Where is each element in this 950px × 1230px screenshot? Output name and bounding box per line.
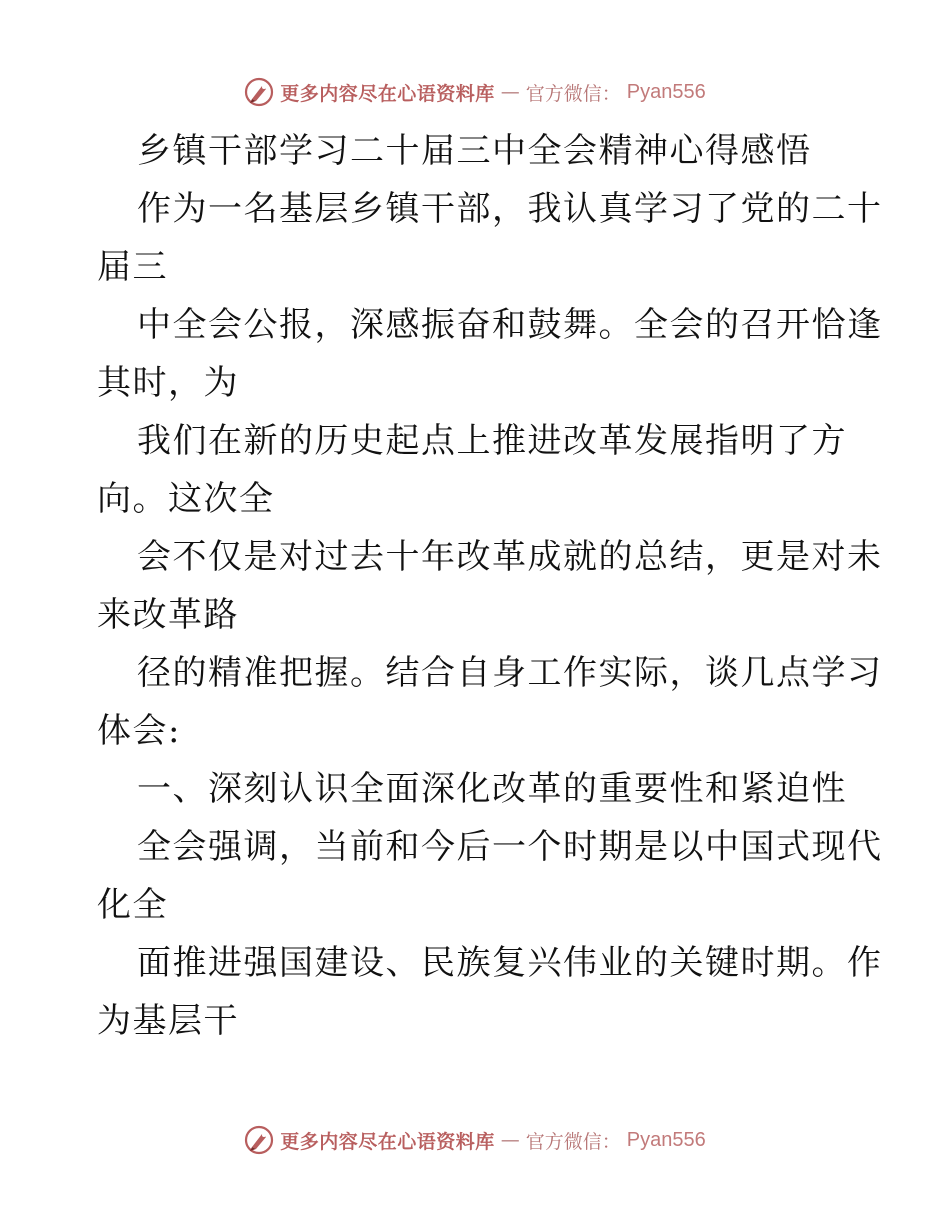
paragraph-line: 向。这次全 — [97, 479, 275, 519]
paragraph-line: 中全会公报，深感振奋和鼓舞。全会的召开恰逢 — [137, 305, 883, 345]
section-heading: 一、深刻认识全面深化改革的重要性和紧迫性 — [137, 769, 847, 809]
header-wechat-id: Pyan556 — [626, 80, 706, 103]
paragraph-line: 其时，为 — [97, 363, 239, 403]
paragraph-line: 化全 — [97, 885, 168, 925]
paragraph-line: 径的精准把握。结合自身工作实际，谈几点学习 — [137, 653, 883, 693]
footer-separator: — — [500, 1129, 520, 1151]
header-banner — [0, 72, 950, 112]
pen-logo-icon — [244, 77, 274, 107]
header-promo-text: 更多内容尽在心语资料库 — [280, 82, 495, 105]
footer-banner — [0, 1120, 950, 1160]
footer-promo-text: 更多内容尽在心语资料库 — [280, 1130, 495, 1153]
paragraph-line: 会不仅是对过去十年改革成就的总结，更是对未 — [137, 537, 883, 577]
footer-wechat-label: 官方微信： — [525, 1130, 621, 1153]
footer-wechat-id: Pyan556 — [626, 1128, 706, 1151]
header-separator: — — [500, 81, 520, 103]
paragraph-line: 我们在新的历史起点上推进改革发展指明了方 — [137, 421, 847, 461]
document-title: 乡镇干部学习二十届三中全会精神心得感悟 — [137, 131, 812, 171]
paragraph-line: 为基层干 — [97, 1001, 239, 1041]
paragraph-line: 作为一名基层乡镇干部，我认真学习了党的二十 — [137, 189, 883, 229]
header-wechat-label: 官方微信： — [525, 82, 621, 105]
document-body — [97, 122, 883, 1050]
pen-logo-icon — [244, 1125, 274, 1155]
paragraph-line: 届三 — [97, 247, 168, 287]
paragraph-line: 全会强调，当前和今后一个时期是以中国式现代 — [137, 827, 883, 867]
paragraph-line: 来改革路 — [97, 595, 239, 635]
paragraph-line: 面推进强国建设、民族复兴伟业的关键时期。作 — [137, 943, 883, 983]
paragraph-line: 体会: — [97, 711, 181, 751]
